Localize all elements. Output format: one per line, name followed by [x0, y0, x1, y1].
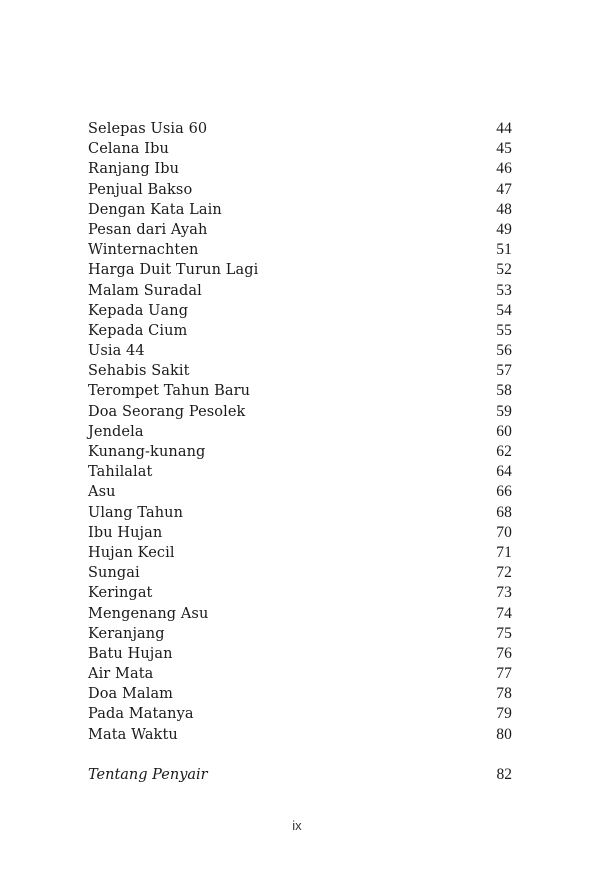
toc-entry-title: Batu Hujan — [88, 645, 173, 662]
toc-entry-title: Dengan Kata Lain — [88, 201, 222, 218]
toc-entry-page: 60 — [496, 422, 512, 440]
toc-entry — [88, 301, 512, 321]
toc-entry-title: Terompet Tahun Baru — [88, 383, 251, 400]
toc-entry-page: 62 — [496, 443, 512, 460]
toc-entry — [88, 503, 512, 523]
toc-entry-title: Pada Matanya — [88, 706, 194, 723]
toc-entry-title: Hujan Kecil — [88, 544, 175, 561]
toc-entry — [88, 442, 512, 462]
toc-entry-page: 45 — [496, 140, 512, 158]
toc-entry-page: 66 — [496, 483, 512, 501]
toc-entry — [88, 220, 512, 240]
toc-entry — [88, 139, 512, 159]
toc-entry-title: Pesan dari Ayah — [88, 221, 208, 238]
toc-entry-page: 71 — [496, 543, 512, 561]
toc-entry — [88, 644, 512, 664]
toc-entry — [88, 119, 512, 139]
toc-entry-page: 49 — [496, 220, 512, 238]
toc-entry-page: 78 — [496, 685, 512, 703]
toc-entry — [88, 422, 512, 442]
toc-entry-page: 59 — [496, 402, 512, 420]
toc-entry-page: 57 — [496, 362, 512, 380]
toc-entry-title: Kunang-kunang — [88, 444, 206, 460]
toc-entry-page: 48 — [496, 200, 512, 218]
page-number: ix — [292, 818, 302, 833]
toc-entry-page: 76 — [496, 644, 512, 662]
toc-entry-page: 73 — [496, 584, 512, 602]
toc-entry-title: Mengenang Asu — [88, 605, 209, 622]
toc-entry — [88, 684, 512, 704]
toc-entry-page: 51 — [496, 241, 512, 259]
toc-entry-page: 74 — [496, 604, 512, 622]
toc-appendix-title: Tentang Penyair — [88, 767, 208, 783]
toc-entry-title: Usia 44 — [88, 343, 145, 360]
toc-entry-title: Celana Ibu — [88, 141, 169, 158]
toc-entry-page: 77 — [496, 665, 512, 683]
toc-entry — [88, 725, 512, 745]
toc-entry — [88, 523, 512, 543]
toc-entry-page: 72 — [496, 564, 512, 582]
toc-entry-title: Keringat — [88, 585, 153, 602]
toc-entry-title: Ranjang Ibu — [88, 161, 180, 178]
toc-entry-page: 53 — [496, 281, 512, 299]
toc-entry-page: 70 — [496, 523, 512, 541]
toc-entry-page: 54 — [496, 301, 512, 319]
toc-entry-title: Mata Waktu — [88, 726, 178, 743]
toc-entry-page: 55 — [496, 321, 512, 339]
toc-entry — [88, 361, 512, 381]
toc-entry-page: 64 — [496, 463, 512, 481]
toc-entry-title: Penjual Bakso — [88, 181, 193, 198]
toc-entry-page: 56 — [496, 342, 512, 360]
toc-entry-title: Asu — [88, 484, 116, 501]
toc-entry-page: 79 — [496, 705, 512, 723]
toc-entry — [88, 482, 512, 502]
toc-entry-title: Ulang Tahun — [88, 504, 184, 521]
toc-entry — [88, 402, 512, 422]
toc-entry-title: Doa Malam — [88, 686, 174, 703]
toc-entry-page: 47 — [496, 180, 512, 198]
toc-entry-page: 52 — [496, 261, 512, 279]
toc-entry — [88, 159, 512, 179]
table-of-contents — [88, 119, 512, 745]
toc-entry — [88, 321, 512, 341]
toc-entry — [88, 240, 512, 260]
toc-entry-title: Ibu Hujan — [88, 524, 163, 541]
toc-entry-title: Sehabis Sakit — [88, 363, 190, 380]
toc-entry-title: Doa Seorang Pesolek — [88, 403, 246, 420]
toc-entry-page: 58 — [496, 382, 512, 400]
toc-entry — [88, 704, 512, 724]
toc-entry — [88, 543, 512, 563]
toc-entry — [88, 180, 512, 200]
toc-entry — [88, 583, 512, 603]
toc-entry-page: 80 — [496, 725, 512, 743]
toc-entry-title: Air Mata — [88, 666, 154, 683]
toc-appendix-page: 82 — [496, 766, 512, 783]
toc-entry — [88, 462, 512, 482]
toc-entry-title: Kepada Cium — [88, 322, 188, 339]
toc-entry-title: Malam Suradal — [88, 282, 202, 299]
toc-entry — [88, 664, 512, 684]
toc-entry-title: Kepada Uang — [88, 302, 189, 319]
toc-entry-title: Sungai — [88, 565, 140, 582]
toc-entry — [88, 624, 512, 644]
toc-entry-title: Harga Duit Turun Lagi — [88, 262, 259, 279]
toc-entry — [88, 604, 512, 624]
toc-entry-page: 75 — [496, 624, 512, 642]
toc-entry-page: 68 — [496, 503, 512, 521]
toc-entry-title: Keranjang — [88, 625, 165, 642]
toc-appendix-entry — [88, 765, 512, 785]
toc-entry — [88, 260, 512, 280]
toc-entry — [88, 341, 512, 361]
toc-entry-page: 44 — [496, 120, 512, 137]
toc-entry-page: 46 — [496, 160, 512, 178]
toc-entry — [88, 200, 512, 220]
toc-entry-title: Selepas Usia 60 — [88, 121, 208, 137]
toc-entry-title: Winternachten — [88, 242, 199, 259]
toc-entry — [88, 381, 512, 401]
toc-entry-title: Jendela — [88, 423, 144, 440]
toc-entry — [88, 563, 512, 583]
toc-entry-title: Tahilalat — [88, 464, 153, 481]
toc-entry — [88, 281, 512, 301]
